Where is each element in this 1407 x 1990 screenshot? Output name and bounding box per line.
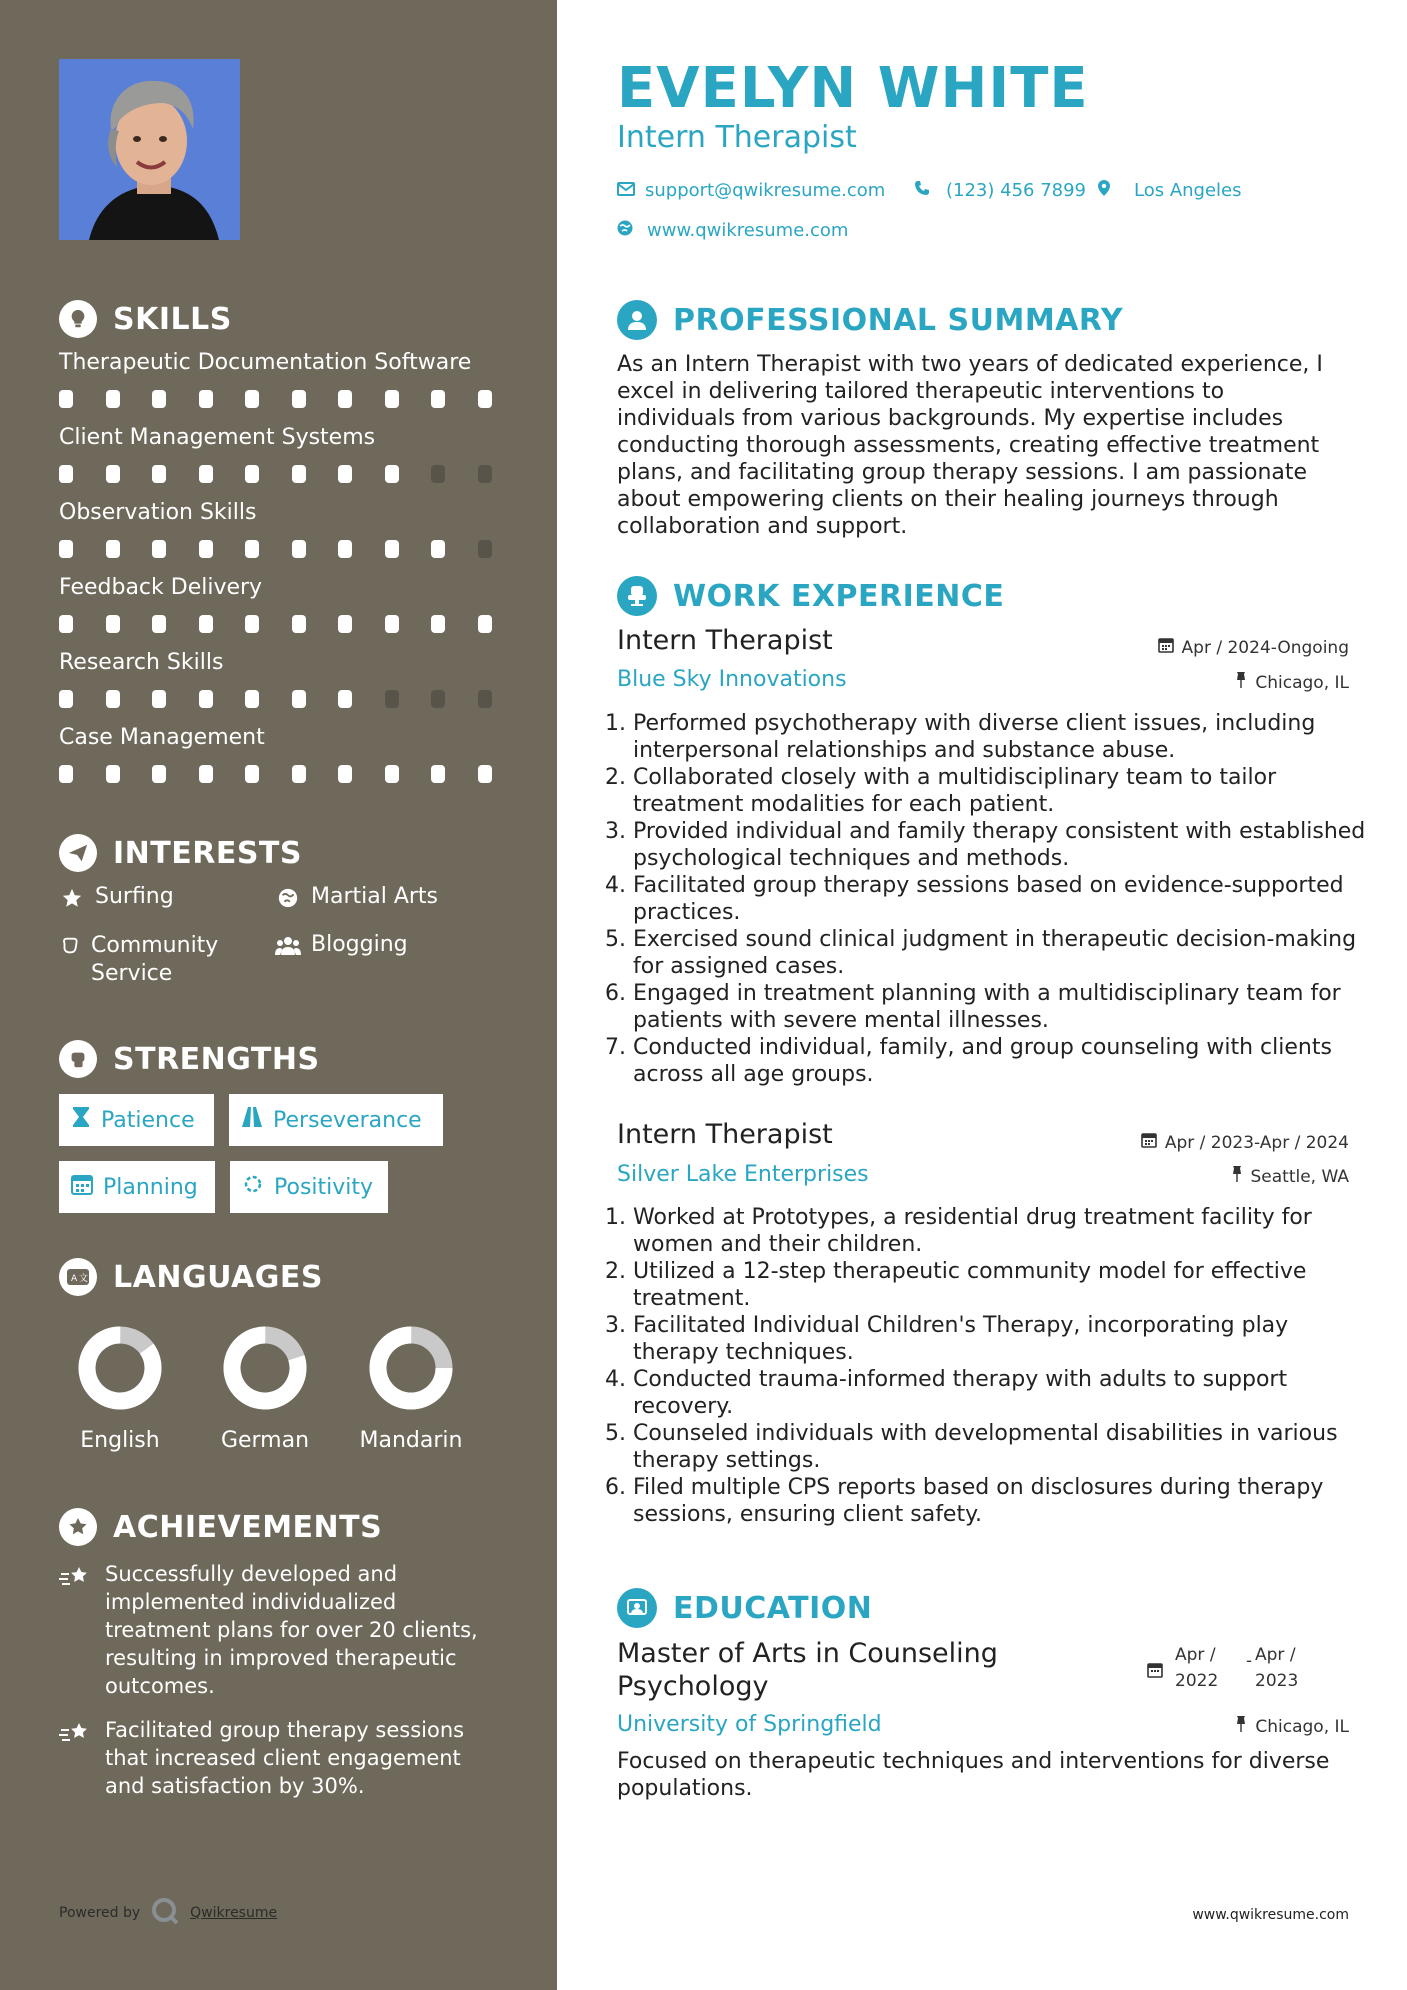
strengths-heading: STRENGTHS <box>59 1040 320 1078</box>
pushpin-icon <box>1231 1166 1243 1187</box>
education-description: Focused on therapeutic techniques and interventions for diverse populations. <box>617 1749 1330 1801</box>
language-german: German <box>220 1428 310 1453</box>
rating-dot-filled <box>106 540 120 558</box>
rating-dot-empty <box>431 690 445 708</box>
rating-dot-filled <box>199 540 213 558</box>
rating-dot-empty <box>478 690 492 708</box>
skill-name: Observation Skills <box>59 500 257 525</box>
rating-dot-filled <box>152 615 166 633</box>
skill-name: Case Management <box>59 725 265 750</box>
rating-dot-empty <box>431 465 445 483</box>
summary-heading: PROFESSIONAL SUMMARY <box>617 300 1123 340</box>
rating-dot-empty <box>478 540 492 558</box>
rating-dot-filled <box>385 765 399 783</box>
rating-dot-filled <box>292 690 306 708</box>
rating-dot-filled <box>245 690 259 708</box>
contact-phone[interactable]: (123) 456 7899 <box>914 180 1086 201</box>
rating-dot-filled <box>385 390 399 408</box>
rating-dot-filled <box>338 390 352 408</box>
rating-dot-filled <box>152 690 166 708</box>
job-1-company: Blue Sky Innovations <box>617 667 847 692</box>
list-item: 3. Facilitated Individual Children's Therapy, incorporating play therapy techniques. <box>633 1312 1368 1366</box>
interest-item: Surfing <box>59 884 259 911</box>
skill-name: Research Skills <box>59 650 224 675</box>
list-item: 4. Facilitated group therapy sessions based on evidence-supported practices. <box>633 872 1368 926</box>
calendar-icon <box>1147 1660 1163 1686</box>
job-title: Intern Therapist <box>617 120 857 155</box>
rating-dot-empty <box>385 690 399 708</box>
list-item: 2. Utilized a 12-step therapeutic community model for effective treatment. <box>633 1258 1368 1312</box>
award-star-icon <box>59 1508 97 1546</box>
globe-icon <box>617 220 633 241</box>
skill-rating <box>59 540 524 558</box>
list-item: 1. Worked at Prototypes, a residential drug treatment facility for women and their children. <box>633 1204 1368 1258</box>
job-2-title: Intern Therapist <box>617 1119 833 1150</box>
rating-dot-filled <box>152 540 166 558</box>
interest-item: Blogging <box>275 932 515 959</box>
hand-icon <box>59 933 81 959</box>
rating-dot-filled <box>59 540 73 558</box>
rating-dot-filled <box>199 465 213 483</box>
strength-positivity: Positivity <box>230 1161 388 1213</box>
rating-dot-filled <box>385 540 399 558</box>
rating-dot-filled <box>199 615 213 633</box>
interests-heading: INTERESTS <box>59 834 302 872</box>
interest-item: Martial Arts <box>275 884 515 911</box>
job-1-title: Intern Therapist <box>617 625 833 656</box>
rating-dot-filled <box>106 765 120 783</box>
skill-rating <box>59 615 524 633</box>
user-icon <box>617 300 657 340</box>
rating-dot-filled <box>59 465 73 483</box>
envelope-icon <box>617 180 635 201</box>
calendar-icon <box>1141 1132 1157 1153</box>
rating-dot-filled <box>59 615 73 633</box>
lightbulb-icon <box>59 300 97 338</box>
list-item: 5. Exercised sound clinical judgment in therapeutic decision-making for assigned cases. <box>633 926 1368 980</box>
rating-dot-filled <box>106 390 120 408</box>
rating-dot-filled <box>106 615 120 633</box>
rating-dot-filled <box>292 765 306 783</box>
graduation-icon <box>617 1588 657 1628</box>
job-2-dates: Apr / 2023-Apr / 2024 <box>1141 1132 1349 1153</box>
strength-planning: Planning <box>59 1161 215 1213</box>
skill-rating <box>59 765 524 783</box>
qwikresume-logo-icon <box>150 1896 180 1930</box>
contact-email[interactable]: support@qwikresume.com <box>617 180 885 201</box>
rating-dot-filled <box>338 690 352 708</box>
rating-dot-filled <box>245 540 259 558</box>
profile-photo <box>59 59 240 240</box>
job-2-location: Seattle, WA <box>1231 1166 1350 1187</box>
job-1-dates: Apr / 2024-Ongoing <box>1158 637 1349 658</box>
list-item: 6. Engaged in treatment planning with a multidisciplinary team for patients with severe mental illnesses. <box>633 980 1368 1034</box>
list-item: 3. Provided individual and family therapy consistent with established psychological techniques and methods. <box>633 818 1368 872</box>
rating-dot-filled <box>385 465 399 483</box>
main-content: EVELYN WHITE Intern Therapist support@qwikresume.com (123) 456 7899 Los Angeles www.qwikresume.com PROFESSIONAL SUMMARY As an Intern Therapist with two years of dedicated experience, I excel in delivering tailored therapeutic interventions to individuals from various backgrounds. My expertise includes conducting thorough assessments, creating effective treatment plans, and facilitating group therapy sessions. I am passionate about empowering clients on their healing journeys through collaboration and support. WORK EXPERIENCE Intern Therapist Blue Sky Innovations Apr / 2024-Ongoing Chicago, IL 1. Performed psychotherapy with diverse client issues, including interpersonal relationships and substance abuse. 2. Collaborated closely with a multidisciplinary team to tailor treatment modalities for each patient. 3. Provided individual and family therapy consistent with established psychological techniques and methods. 4. Facilitated group therapy sessions based on evidence-supported practices. 5. Exercised sound clinical judgment in therapeutic decision-making for assigned cases. 6. Engaged in treatment planning with a multidisciplinary team for patients with severe mental illnesses. 7. Conducted individual, family, and group counseling with clients across all age groups. Intern Therapist Silver Lake Enterprises Apr / 2023-Apr / 2024 Seattle, WA 1. Worked at Prototypes, a residential drug treatment facility for women and their children. 2. Utilized a 12-step therapeutic community model for effective treatment. 3. Facilitated Individual Children's Therapy, incorporating play therapy techniques. 4. Conducted trauma-informed therapy with adults to support recovery. 5. Counseled individuals with developmental disabilities in various therapy settings. 6. Filed multiple CPS reports based on disclosures during therapy sessions, ensuring client safety. EDUCATION Master of Arts in Counseling Psychology Apr / 2022 - Apr / 2023 University of Springfield Chicago, IL Focused on therapeutic techniques and interventions for diverse populations. www.qwikresume.com <box>557 0 1407 1990</box>
rating-dot-filled <box>199 390 213 408</box>
rating-dot-filled <box>106 465 120 483</box>
rating-dot-filled <box>431 765 445 783</box>
powered-by: Powered by Qwikresume <box>59 1896 277 1930</box>
interest-item: Community Service <box>59 932 259 988</box>
skill-name: Client Management Systems <box>59 425 376 450</box>
languages-heading: A 文 LANGUAGES <box>59 1258 323 1296</box>
rating-dot-empty <box>478 465 492 483</box>
achievements-heading: ACHIEVEMENTS <box>59 1508 382 1546</box>
rating-dot-filled <box>431 390 445 408</box>
pushpin-icon <box>1235 672 1247 693</box>
education-heading: EDUCATION <box>617 1588 872 1628</box>
rating-dot-filled <box>338 765 352 783</box>
contact-location: Los Angeles <box>1098 180 1242 201</box>
list-item: 5. Counseled individuals with developmental disabilities in various therapy settings. <box>633 1420 1368 1474</box>
shooting-star-icon <box>59 1564 91 1700</box>
rating-dot-filled <box>478 390 492 408</box>
rating-dot-filled <box>199 765 213 783</box>
star-icon <box>59 885 85 911</box>
contact-website[interactable]: www.qwikresume.com <box>617 220 848 241</box>
rating-dot-filled <box>478 615 492 633</box>
chair-icon <box>617 576 657 616</box>
rating-dot-filled <box>59 690 73 708</box>
list-item: 6. Filed multiple CPS reports based on disclosures during therapy sessions, ensuring client safety. <box>633 1474 1368 1528</box>
paper-plane-icon <box>59 834 97 872</box>
rating-dot-filled <box>106 690 120 708</box>
pushpin-icon <box>1235 1716 1247 1737</box>
skill-rating <box>59 690 524 708</box>
language-mandarin: Mandarin <box>359 1428 463 1453</box>
calendar-icon <box>1158 637 1174 658</box>
rating-dot-filled <box>59 390 73 408</box>
strength-patience: Patience <box>59 1094 214 1146</box>
hourglass-icon <box>71 1106 91 1134</box>
calendar-icon <box>71 1173 93 1201</box>
rating-dot-filled <box>338 615 352 633</box>
rating-dot-filled <box>292 465 306 483</box>
education-degree: Master of Arts in Counseling Psychology <box>617 1638 998 1702</box>
rating-dot-filled <box>245 615 259 633</box>
list-item: 2. Collaborated closely with a multidisciplinary team to tailor treatment modalities for each patient. <box>633 764 1368 818</box>
language-rings <box>50 1310 510 1430</box>
rating-dot-filled <box>199 690 213 708</box>
rating-dot-filled <box>245 390 259 408</box>
skill-rating <box>59 390 524 408</box>
rating-dot-filled <box>478 765 492 783</box>
svg-text:文: 文 <box>79 1274 89 1284</box>
rating-dot-filled <box>152 465 166 483</box>
rating-dot-filled <box>292 390 306 408</box>
map-marker-icon <box>1098 180 1110 201</box>
rating-dot-filled <box>59 765 73 783</box>
sun-icon <box>242 1173 264 1201</box>
language-ring-fill <box>74 1322 166 1414</box>
job-1-responsibilities <box>609 710 1368 1088</box>
achievement-item: Facilitated group therapy sessions that increased client engagement and satisfaction by 30%. <box>59 1716 499 1800</box>
globe-icon <box>275 885 301 911</box>
shooting-star-icon <box>59 1720 91 1800</box>
language-english: English <box>80 1428 160 1453</box>
rating-dot-filled <box>152 765 166 783</box>
rating-dot-filled <box>431 615 445 633</box>
sidebar <box>0 0 557 1990</box>
list-item: 4. Conducted trauma-informed therapy with adults to support recovery. <box>633 1366 1368 1420</box>
svg-text:A: A <box>71 1274 78 1284</box>
skill-name: Feedback Delivery <box>59 575 263 600</box>
rating-dot-filled <box>245 765 259 783</box>
users-icon <box>275 933 301 959</box>
rating-dot-filled <box>431 540 445 558</box>
rating-dot-filled <box>292 540 306 558</box>
job-2-responsibilities <box>609 1204 1368 1528</box>
road-icon <box>241 1107 263 1133</box>
skills-heading: SKILLS <box>59 300 232 338</box>
strength-perseverance: Perseverance <box>229 1094 443 1146</box>
fist-icon <box>59 1040 97 1078</box>
qwikresume-link[interactable]: Qwikresume <box>190 1905 278 1921</box>
education-location: Chicago, IL <box>1235 1716 1349 1737</box>
rating-dot-filled <box>245 465 259 483</box>
rating-dot-filled <box>152 390 166 408</box>
list-item: 7. Conducted individual, family, and group counseling with clients across all age groups. <box>633 1034 1368 1088</box>
translate-icon <box>59 1258 97 1296</box>
education-school: University of Springfield <box>617 1712 882 1737</box>
phone-icon <box>914 180 930 201</box>
achievement-item: Successfully developed and implemented individualized treatment plans for over 20 clients, resulting in improved therapeutic outcomes. <box>59 1560 499 1700</box>
summary-text: As an Intern Therapist with two years of dedicated experience, I excel in delivering tailored therapeutic interventions to individuals from various backgrounds. My expertise includes conducting thorough assessments, creating effective treatment plans, and facilitating group therapy sessions. I am passionate about empowering clients on their healing journeys through collaboration and support. <box>617 352 1323 539</box>
work-heading: WORK EXPERIENCE <box>617 576 1004 616</box>
footer-website-link[interactable]: www.qwikresume.com <box>1192 1907 1349 1923</box>
job-2-company: Silver Lake Enterprises <box>617 1162 869 1187</box>
rating-dot-filled <box>292 615 306 633</box>
list-item: 1. Performed psychotherapy with diverse client issues, including interpersonal relationships and substance abuse. <box>633 710 1368 764</box>
job-1-location: Chicago, IL <box>1235 672 1349 693</box>
rating-dot-filled <box>385 615 399 633</box>
candidate-name: EVELYN WHITE <box>617 56 1089 121</box>
skill-rating <box>59 465 524 483</box>
rating-dot-filled <box>338 465 352 483</box>
rating-dot-filled <box>338 540 352 558</box>
skill-name: Therapeutic Documentation Software <box>59 350 472 375</box>
